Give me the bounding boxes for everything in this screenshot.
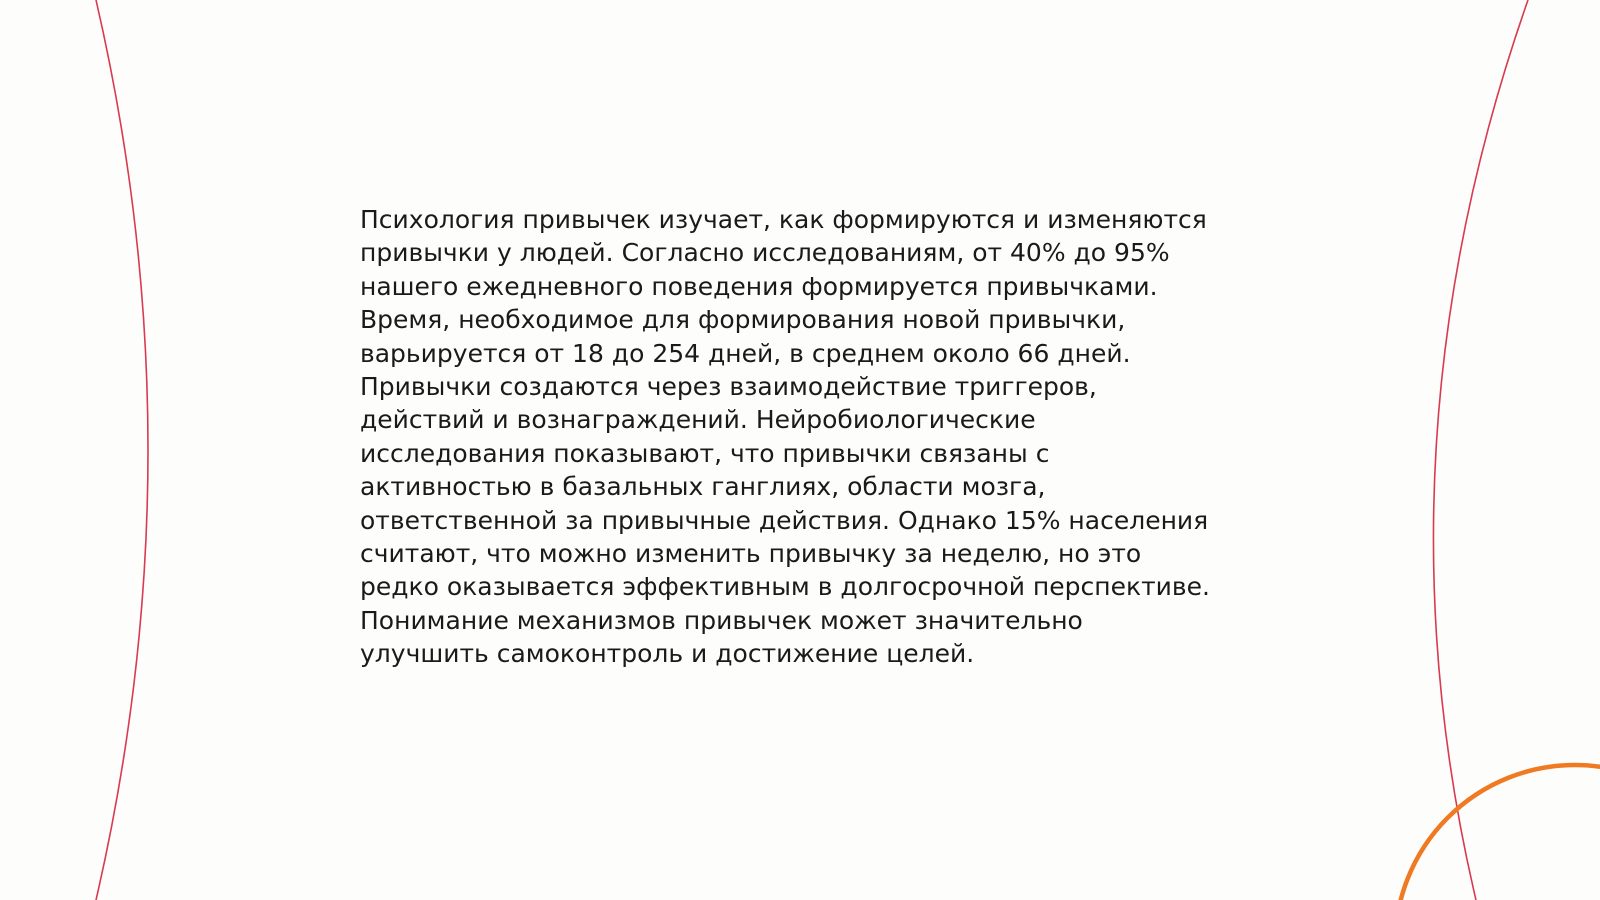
paragraph-line: Понимание механизмов привычек может значительно bbox=[360, 605, 1083, 635]
paragraph-line: исследования показывают, что привычки связаны с bbox=[360, 438, 1050, 468]
paragraph-line: редко оказывается эффективным в долгосрочной перспективе. bbox=[360, 572, 1210, 602]
main-paragraph bbox=[360, 203, 1240, 671]
paragraph-line: Время, необходимое для формирования новой привычки, bbox=[360, 305, 1126, 335]
paragraph-line: ответственной за привычные действия. Однако 15% населения bbox=[360, 505, 1209, 535]
paragraph-line: нашего ежедневного поведения формируется привычками. bbox=[360, 271, 1158, 301]
paragraph-line: улучшить самоконтроль и достижение целей. bbox=[360, 639, 975, 669]
orange-circle-decoration bbox=[1395, 765, 1600, 900]
paragraph-line: Психология привычек изучает, как формируются и изменяются bbox=[360, 205, 1207, 234]
paragraph-line: считают, что можно изменить привычку за неделю, но это bbox=[360, 539, 1142, 569]
right-arc-decoration bbox=[1433, 0, 1528, 900]
left-arc-decoration bbox=[96, 0, 148, 900]
paragraph-line: активностью в базальных ганглиях, области мозга, bbox=[360, 472, 1046, 502]
paragraph-line: Привычки создаются через взаимодействие триггеров, bbox=[360, 372, 1097, 402]
paragraph-line: варьируется от 18 до 254 дней, в среднем около 66 дней. bbox=[360, 338, 1131, 368]
paragraph-line: привычки у людей. Согласно исследованиям, от 40% до 95% bbox=[360, 238, 1170, 268]
paragraph-line: действий и вознаграждений. Нейробиологические bbox=[360, 405, 1036, 435]
